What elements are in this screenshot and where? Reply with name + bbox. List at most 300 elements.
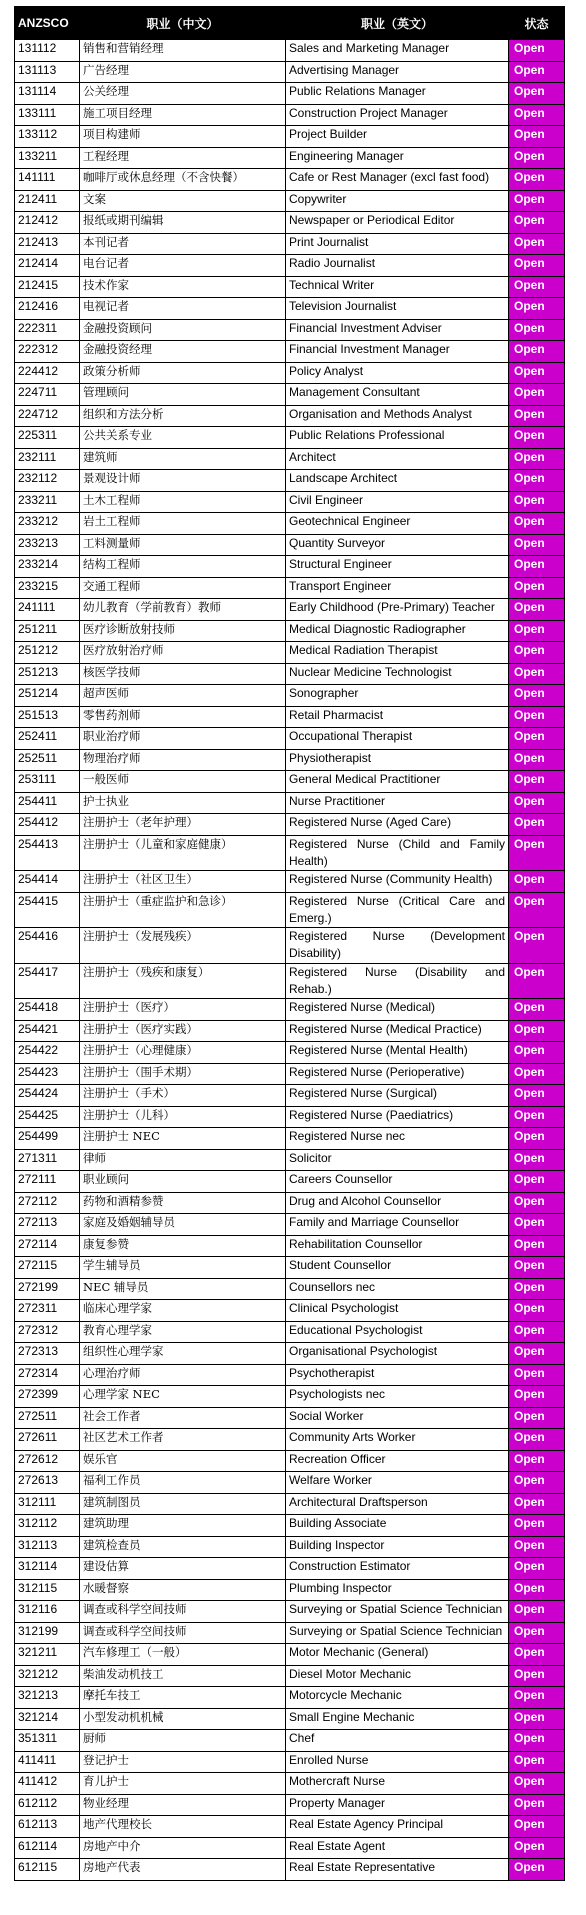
english-name-cell: Registered Nurse nec [286,1128,509,1150]
anzsco-code-cell: 272199 [15,1278,80,1300]
anzsco-code-cell: 232112 [15,470,80,492]
anzsco-code-cell: 252511 [15,749,80,771]
english-name-cell: Print Journalist [286,233,509,255]
table-row [15,1816,565,1838]
english-name-cell: Property Manager [286,1794,509,1816]
header-english: 职业（英文） [286,7,509,40]
status-cell: Open [509,384,565,406]
chinese-name-cell: 职业治疗师 [80,728,286,750]
table-row [15,771,565,793]
status-cell: Open [509,1837,565,1859]
status-cell: Open [509,1020,565,1042]
english-name-cell: Motorcycle Mechanic [286,1687,509,1709]
anzsco-code-cell: 251513 [15,706,80,728]
chinese-name-cell: 咖啡厅或休息经理（不含快餐） [80,169,286,191]
anzsco-code-cell: 241111 [15,599,80,621]
anzsco-code-cell: 133112 [15,126,80,148]
status-cell: Open [509,1816,565,1838]
status-cell: Open [509,1730,565,1752]
english-name-cell: Sonographer [286,685,509,707]
status-cell: Open [509,61,565,83]
table-row [15,577,565,599]
chinese-name-cell: 注册护士（儿童和家庭健康） [80,835,286,871]
english-name-cell: Structural Engineer [286,556,509,578]
anzsco-code-cell: 254417 [15,963,80,999]
anzsco-code-cell: 232111 [15,448,80,470]
status-cell: Open [509,1364,565,1386]
table-row [15,685,565,707]
table-row [15,999,565,1021]
table-row [15,599,565,621]
table-row [15,1386,565,1408]
chinese-name-cell: 调查或科学空间技师 [80,1601,286,1623]
table-row [15,928,565,964]
table-row [15,61,565,83]
chinese-name-cell: 结构工程师 [80,556,286,578]
english-name-cell: Motor Mechanic (General) [286,1644,509,1666]
status-cell: Open [509,448,565,470]
chinese-name-cell: 文案 [80,190,286,212]
table-row [15,1687,565,1709]
table-row [15,1407,565,1429]
english-name-cell: Surveying or Spatial Science Technician [286,1601,509,1623]
status-cell: Open [509,212,565,234]
anzsco-code-cell: 321214 [15,1708,80,1730]
status-cell: Open [509,685,565,707]
table-row [15,1257,565,1279]
status-cell: Open [509,147,565,169]
occupation-table [14,6,565,1881]
anzsco-code-cell: 254418 [15,999,80,1021]
table-row [15,642,565,664]
anzsco-code-cell: 131112 [15,40,80,62]
english-name-cell: Retail Pharmacist [286,706,509,728]
english-name-cell: Registered Nurse (Paediatrics) [286,1106,509,1128]
chinese-name-cell: 建筑制图员 [80,1493,286,1515]
status-cell: Open [509,1558,565,1580]
status-cell: Open [509,1235,565,1257]
status-cell: Open [509,1751,565,1773]
status-cell: Open [509,963,565,999]
status-cell: Open [509,1214,565,1236]
status-cell: Open [509,1042,565,1064]
table-row [15,792,565,814]
table-row [15,1859,565,1881]
header-status: 状态 [509,7,565,40]
table-row [15,1579,565,1601]
english-name-cell: Small Engine Mechanic [286,1708,509,1730]
english-name-cell: Solicitor [286,1149,509,1171]
anzsco-code-cell: 254416 [15,928,80,964]
status-cell: Open [509,362,565,384]
anzsco-code-cell: 411412 [15,1773,80,1795]
english-name-cell: Occupational Therapist [286,728,509,750]
status-cell: Open [509,1085,565,1107]
english-name-cell: Public Relations Professional [286,427,509,449]
status-cell: Open [509,577,565,599]
status-cell: Open [509,1300,565,1322]
english-name-cell: Technical Writer [286,276,509,298]
status-cell: Open [509,1128,565,1150]
status-cell: Open [509,513,565,535]
table-row [15,1730,565,1752]
anzsco-code-cell: 212415 [15,276,80,298]
table-row [15,169,565,191]
anzsco-code-cell: 321213 [15,1687,80,1709]
table-row [15,1235,565,1257]
table-row [15,1106,565,1128]
status-cell: Open [509,1450,565,1472]
chinese-name-cell: 技术作家 [80,276,286,298]
anzsco-code-cell: 272313 [15,1343,80,1365]
english-name-cell: General Medical Practitioner [286,771,509,793]
chinese-name-cell: 组织和方法分析 [80,405,286,427]
english-name-cell: Registered Nurse (Aged Care) [286,814,509,836]
status-cell: Open [509,233,565,255]
header-chinese: 职业（中文） [80,7,286,40]
anzsco-code-cell: 612112 [15,1794,80,1816]
chinese-name-cell: 学生辅导员 [80,1257,286,1279]
chinese-name-cell: 医疗诊断放射技师 [80,620,286,642]
table-row [15,835,565,871]
chinese-name-cell: 临床心理学家 [80,1300,286,1322]
chinese-name-cell: 注册护士（老年护理） [80,814,286,836]
english-name-cell: Television Journalist [286,298,509,320]
table-row [15,1278,565,1300]
chinese-name-cell: 注册护士（医疗实践） [80,1020,286,1042]
english-name-cell: Real Estate Agent [286,1837,509,1859]
table-row [15,1450,565,1472]
table-row [15,963,565,999]
table-body [15,40,565,1881]
status-cell: Open [509,276,565,298]
table-row [15,1128,565,1150]
chinese-name-cell: 金融投资顾问 [80,319,286,341]
table-row [15,448,565,470]
english-name-cell: Community Arts Worker [286,1429,509,1451]
status-cell: Open [509,871,565,893]
english-name-cell: Newspaper or Periodical Editor [286,212,509,234]
english-name-cell: Engineering Manager [286,147,509,169]
anzsco-code-cell: 212414 [15,255,80,277]
status-cell: Open [509,892,565,928]
anzsco-code-cell: 222312 [15,341,80,363]
chinese-name-cell: 物业经理 [80,1794,286,1816]
status-cell: Open [509,40,565,62]
chinese-name-cell: 建筑师 [80,448,286,470]
status-cell: Open [509,642,565,664]
anzsco-code-cell: 272314 [15,1364,80,1386]
table-row [15,814,565,836]
anzsco-code-cell: 222311 [15,319,80,341]
english-name-cell: Sales and Marketing Manager [286,40,509,62]
chinese-name-cell: 管理顾问 [80,384,286,406]
anzsco-code-cell: 272511 [15,1407,80,1429]
status-cell: Open [509,706,565,728]
status-cell: Open [509,104,565,126]
status-cell: Open [509,999,565,1021]
anzsco-code-cell: 252411 [15,728,80,750]
anzsco-code-cell: 312112 [15,1515,80,1537]
anzsco-code-cell: 254413 [15,835,80,871]
english-name-cell: Registered Nurse (Medical Practice) [286,1020,509,1042]
status-cell: Open [509,190,565,212]
english-name-cell: Real Estate Representative [286,1859,509,1881]
table-row [15,1601,565,1623]
chinese-name-cell: 政策分析师 [80,362,286,384]
table-row [15,190,565,212]
anzsco-code-cell: 212416 [15,298,80,320]
chinese-name-cell: 厨师 [80,1730,286,1752]
anzsco-code-cell: 133211 [15,147,80,169]
status-cell: Open [509,1687,565,1709]
chinese-name-cell: 注册护士 NEC [80,1128,286,1150]
table-row [15,620,565,642]
chinese-name-cell: 景观设计师 [80,470,286,492]
english-name-cell: Registered Nurse (Disability and Rehab.) [286,963,509,999]
chinese-name-cell: 护士执业 [80,792,286,814]
chinese-name-cell: 教育心理学家 [80,1321,286,1343]
status-cell: Open [509,620,565,642]
chinese-name-cell: 药物和酒精参赞 [80,1192,286,1214]
english-name-cell: Medical Radiation Therapist [286,642,509,664]
english-name-cell: Nuclear Medicine Technologist [286,663,509,685]
english-name-cell: Welfare Worker [286,1472,509,1494]
table-row [15,1042,565,1064]
chinese-name-cell: 注册护士（儿科） [80,1106,286,1128]
status-cell: Open [509,491,565,513]
chinese-name-cell: 岩土工程师 [80,513,286,535]
chinese-name-cell: 社区艺术工作者 [80,1429,286,1451]
status-cell: Open [509,1708,565,1730]
chinese-name-cell: 项目构建师 [80,126,286,148]
anzsco-code-cell: 224712 [15,405,80,427]
english-name-cell: Plumbing Inspector [286,1579,509,1601]
english-name-cell: Registered Nurse (Development Disability) [286,928,509,964]
status-cell: Open [509,1171,565,1193]
table-row [15,276,565,298]
table-row [15,1192,565,1214]
chinese-name-cell: 施工项目经理 [80,104,286,126]
anzsco-code-cell: 233212 [15,513,80,535]
chinese-name-cell: 超声医师 [80,685,286,707]
status-cell: Open [509,427,565,449]
english-name-cell: Landscape Architect [286,470,509,492]
table-row [15,319,565,341]
chinese-name-cell: 工程经理 [80,147,286,169]
english-name-cell: Psychologists nec [286,1386,509,1408]
table-row [15,513,565,535]
status-cell: Open [509,556,565,578]
anzsco-code-cell: 233214 [15,556,80,578]
anzsco-code-cell: 212412 [15,212,80,234]
table-header [15,7,565,40]
chinese-name-cell: 组织性心理学家 [80,1343,286,1365]
chinese-name-cell: NEC 辅导员 [80,1278,286,1300]
english-name-cell: Medical Diagnostic Radiographer [286,620,509,642]
anzsco-code-cell: 225311 [15,427,80,449]
status-cell: Open [509,1579,565,1601]
english-name-cell: Enrolled Nurse [286,1751,509,1773]
english-name-cell: Nurse Practitioner [286,792,509,814]
status-cell: Open [509,1773,565,1795]
english-name-cell: Architect [286,448,509,470]
table-row [15,1644,565,1666]
header-code: ANZSCO [15,7,80,40]
status-cell: Open [509,1644,565,1666]
english-name-cell: Clinical Psychologist [286,1300,509,1322]
anzsco-code-cell: 224711 [15,384,80,406]
status-cell: Open [509,1859,565,1881]
table-row [15,663,565,685]
anzsco-code-cell: 131114 [15,83,80,105]
chinese-name-cell: 广告经理 [80,61,286,83]
chinese-name-cell: 报纸或期刊编辑 [80,212,286,234]
status-cell: Open [509,319,565,341]
chinese-name-cell: 注册护士（重症监护和急诊） [80,892,286,928]
chinese-name-cell: 心理治疗师 [80,1364,286,1386]
chinese-name-cell: 柴油发动机技工 [80,1665,286,1687]
chinese-name-cell: 物理治疗师 [80,749,286,771]
table-row [15,384,565,406]
table-row [15,706,565,728]
english-name-cell: Surveying or Spatial Science Technician [286,1622,509,1644]
table-row [15,1321,565,1343]
english-name-cell: Registered Nurse (Mental Health) [286,1042,509,1064]
chinese-name-cell: 土木工程师 [80,491,286,513]
table-row [15,1429,565,1451]
anzsco-code-cell: 212413 [15,233,80,255]
anzsco-code-cell: 272312 [15,1321,80,1343]
english-name-cell: Recreation Officer [286,1450,509,1472]
status-cell: Open [509,255,565,277]
status-cell: Open [509,1536,565,1558]
status-cell: Open [509,1149,565,1171]
chinese-name-cell: 注册护士（医疗） [80,999,286,1021]
chinese-name-cell: 注册护士（残疾和康复） [80,963,286,999]
chinese-name-cell: 本刊记者 [80,233,286,255]
chinese-name-cell: 水暖督察 [80,1579,286,1601]
status-cell: Open [509,814,565,836]
english-name-cell: Cafe or Rest Manager (excl fast food) [286,169,509,191]
table-row [15,556,565,578]
chinese-name-cell: 销售和营销经理 [80,40,286,62]
chinese-name-cell: 幼儿教育（学前教育）教师 [80,599,286,621]
status-cell: Open [509,1665,565,1687]
anzsco-code-cell: 254425 [15,1106,80,1128]
anzsco-code-cell: 272112 [15,1192,80,1214]
table-row [15,427,565,449]
anzsco-code-cell: 312199 [15,1622,80,1644]
table-row [15,1515,565,1537]
anzsco-code-cell: 212411 [15,190,80,212]
anzsco-code-cell: 141111 [15,169,80,191]
chinese-name-cell: 建设估算 [80,1558,286,1580]
table-row [15,1622,565,1644]
anzsco-code-cell: 612115 [15,1859,80,1881]
table-row [15,1794,565,1816]
english-name-cell: Mothercraft Nurse [286,1773,509,1795]
chinese-name-cell: 康复参赞 [80,1235,286,1257]
anzsco-code-cell: 312113 [15,1536,80,1558]
english-name-cell: Chef [286,1730,509,1752]
chinese-name-cell: 一般医师 [80,771,286,793]
english-name-cell: Registered Nurse (Community Health) [286,871,509,893]
english-name-cell: Registered Nurse (Surgical) [286,1085,509,1107]
anzsco-code-cell: 321211 [15,1644,80,1666]
english-name-cell: Geotechnical Engineer [286,513,509,535]
english-name-cell: Management Consultant [286,384,509,406]
table-row [15,1149,565,1171]
english-name-cell: Social Worker [286,1407,509,1429]
table-row [15,1063,565,1085]
table-row [15,892,565,928]
english-name-cell: Financial Investment Manager [286,341,509,363]
table-row [15,1214,565,1236]
anzsco-code-cell: 272399 [15,1386,80,1408]
table-row [15,1085,565,1107]
status-cell: Open [509,1192,565,1214]
table-row [15,1837,565,1859]
anzsco-code-cell: 254412 [15,814,80,836]
anzsco-code-cell: 254411 [15,792,80,814]
chinese-name-cell: 房地产中介 [80,1837,286,1859]
table-row [15,1558,565,1580]
english-name-cell: Real Estate Agency Principal [286,1816,509,1838]
english-name-cell: Policy Analyst [286,362,509,384]
chinese-name-cell: 地产代理校长 [80,1816,286,1838]
anzsco-code-cell: 272311 [15,1300,80,1322]
table-row [15,405,565,427]
status-cell: Open [509,1622,565,1644]
table-row [15,298,565,320]
table-row [15,1300,565,1322]
table-row [15,1665,565,1687]
status-cell: Open [509,1257,565,1279]
english-name-cell: Early Childhood (Pre-Primary) Teacher [286,599,509,621]
chinese-name-cell: 公共关系专业 [80,427,286,449]
chinese-name-cell: 建筑检查员 [80,1536,286,1558]
english-name-cell: Public Relations Manager [286,83,509,105]
anzsco-code-cell: 272611 [15,1429,80,1451]
chinese-name-cell: 注册护士（心理健康） [80,1042,286,1064]
chinese-name-cell: 电台记者 [80,255,286,277]
table-row [15,1773,565,1795]
anzsco-code-cell: 312114 [15,1558,80,1580]
status-cell: Open [509,1321,565,1343]
english-name-cell: Diesel Motor Mechanic [286,1665,509,1687]
chinese-name-cell: 建筑助理 [80,1515,286,1537]
status-cell: Open [509,405,565,427]
chinese-name-cell: 公关经理 [80,83,286,105]
table-row [15,147,565,169]
anzsco-code-cell: 612114 [15,1837,80,1859]
table-row [15,83,565,105]
table-row [15,728,565,750]
english-name-cell: Registered Nurse (Perioperative) [286,1063,509,1085]
chinese-name-cell: 家庭及婚姻辅导员 [80,1214,286,1236]
anzsco-code-cell: 272613 [15,1472,80,1494]
anzsco-code-cell: 272113 [15,1214,80,1236]
anzsco-code-cell: 272115 [15,1257,80,1279]
anzsco-code-cell: 133111 [15,104,80,126]
status-cell: Open [509,835,565,871]
chinese-name-cell: 交通工程师 [80,577,286,599]
anzsco-code-cell: 272111 [15,1171,80,1193]
status-cell: Open [509,1343,565,1365]
english-name-cell: Drug and Alcohol Counsellor [286,1192,509,1214]
status-cell: Open [509,1386,565,1408]
